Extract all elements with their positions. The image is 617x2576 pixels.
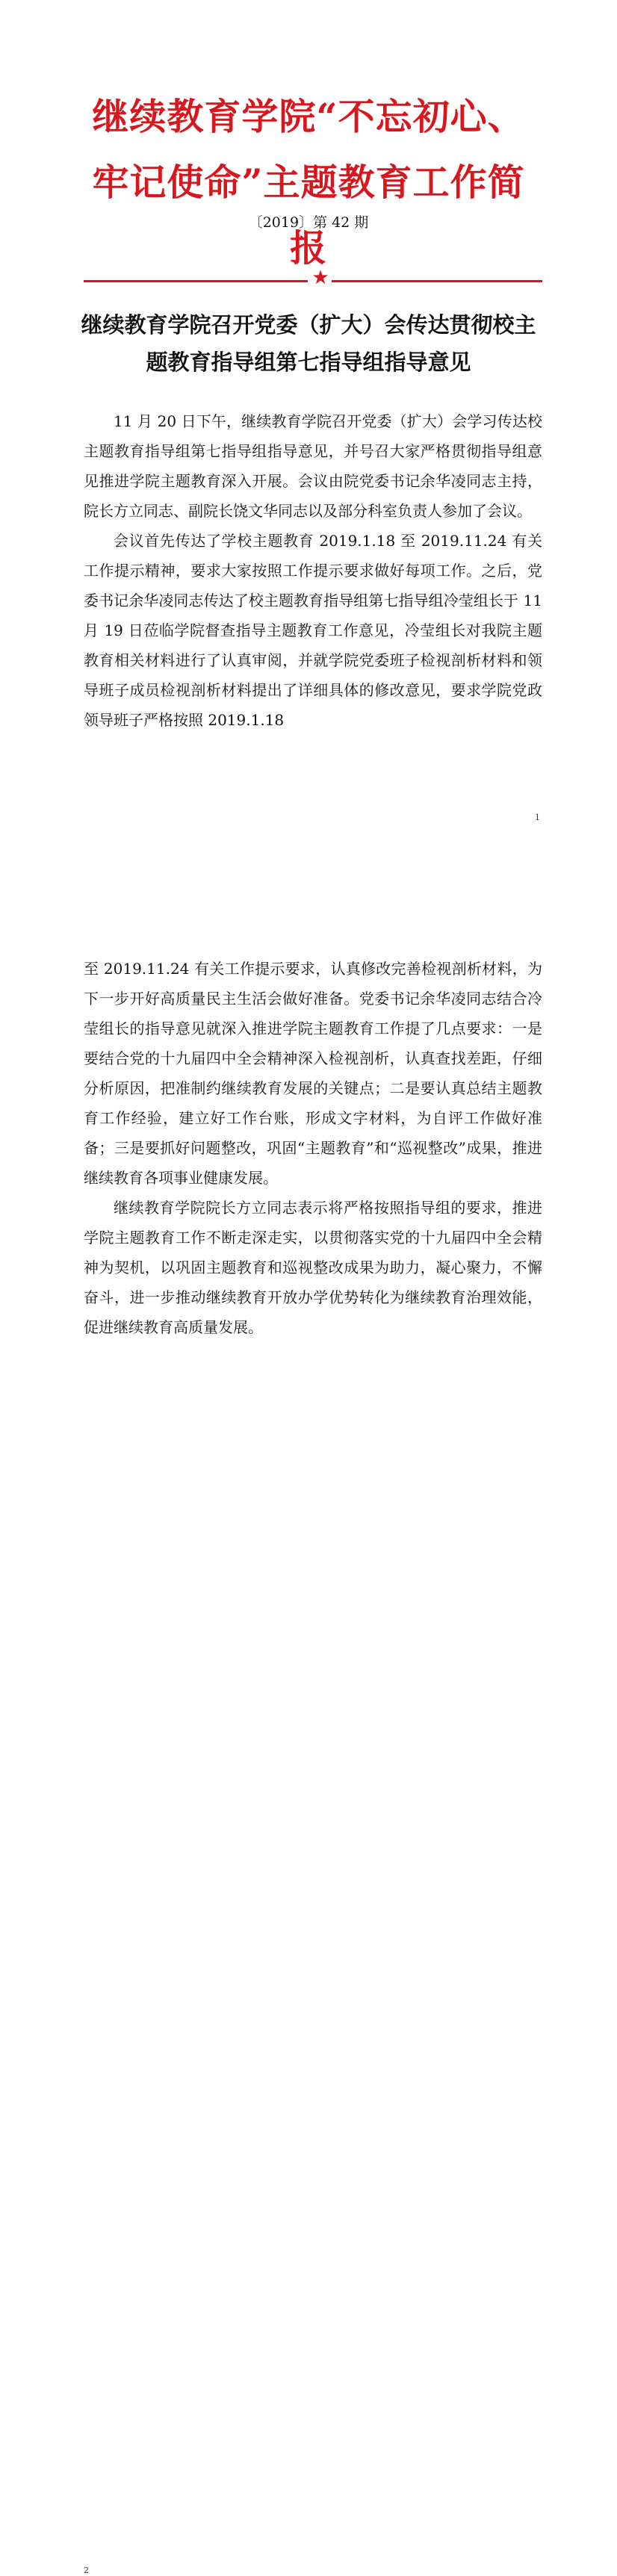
divider-line-right	[332, 280, 542, 282]
page-number: 1	[535, 813, 540, 822]
paragraph-continuation: 至 2019.11.24 有关工作提示要求，认真修改完善检视剖析材料，为下一步开好高质量民主生活会做好准备。党委书记余华凌同志结合冷莹组长的指导意见就深入推进学院主题教育工作提了几点要求：一是要结合党的十九届四中全会精神深入检视剖析，认真查找差距，仔细分析原因，把准制约继续教育发展的关键点；二是要认真总结主题教育工作经验，建立好工作台账，形成文字材料，为自评工作做好准备；三是要抓好问题整改，巩固“主题教育”和“巡视整改”成果，推进继续教育各项事业健康发展。	[84, 960, 542, 1187]
star-icon: ★	[311, 267, 329, 289]
paragraph: 11 月 20 日下午，继续教育学院召开党委（扩大）会学习传达校主题教育指导组第七指导组指导意见，并号召大家严格贯彻指导组意见推进学院主题教育深入开展。会议由院党委书记余华凌同志主持，院长方立同志、副院长饶文华同志以及部分科室负责人参加了会议。	[84, 412, 542, 520]
paragraph: 会议首先传达了学校主题教育 2019.1.18 至 2019.11.24 有关工作提示精神，要求大家按照工作提示要求做好每项工作。之后，党委书记余华凌同志传达了校主题教育指导组第七指导组冷莹组长于 11 月 19 日莅临学院督查指导主题教育工作意见，冷莹组长对我院主题教育相关材料进行了认真审阅，并就学院党委班子检视剖析材料和领导班子成员检视剖析材料提出了详细具体的修改意见，要求学院党政领导班子严格按照 2019.1.18	[84, 532, 542, 729]
article-title: 继续教育学院召开党委（扩大）会传达贯彻校主题教育指导组第七指导组指导意见	[81, 312, 536, 375]
divider-line-left	[84, 280, 308, 282]
bulletin-title: 继续教育学院“不忘初心、牢记使命”主题教育工作简报	[92, 95, 525, 270]
issue-number: 〔2019〕第 42 期	[248, 214, 369, 231]
article-body-page-2	[84, 954, 542, 1342]
page-2	[0, 873, 617, 2575]
paragraph: 继续教育学院院长方立同志表示将严格按照指导组的要求，推进学院主题教育工作不断走深走实，以贯彻落实党的十九届四中全会精神为契机，以巩固主题教育和巡视整改成果为助力，凝心聚力，不懈奋斗，进一步推动继续教育开放办学优势转化为继续教育治理效能，促进继续教育高质量发展。	[84, 1199, 542, 1336]
page-number: 2	[84, 2566, 89, 2575]
article-body-page-1	[84, 406, 542, 735]
page-1	[0, 0, 617, 873]
